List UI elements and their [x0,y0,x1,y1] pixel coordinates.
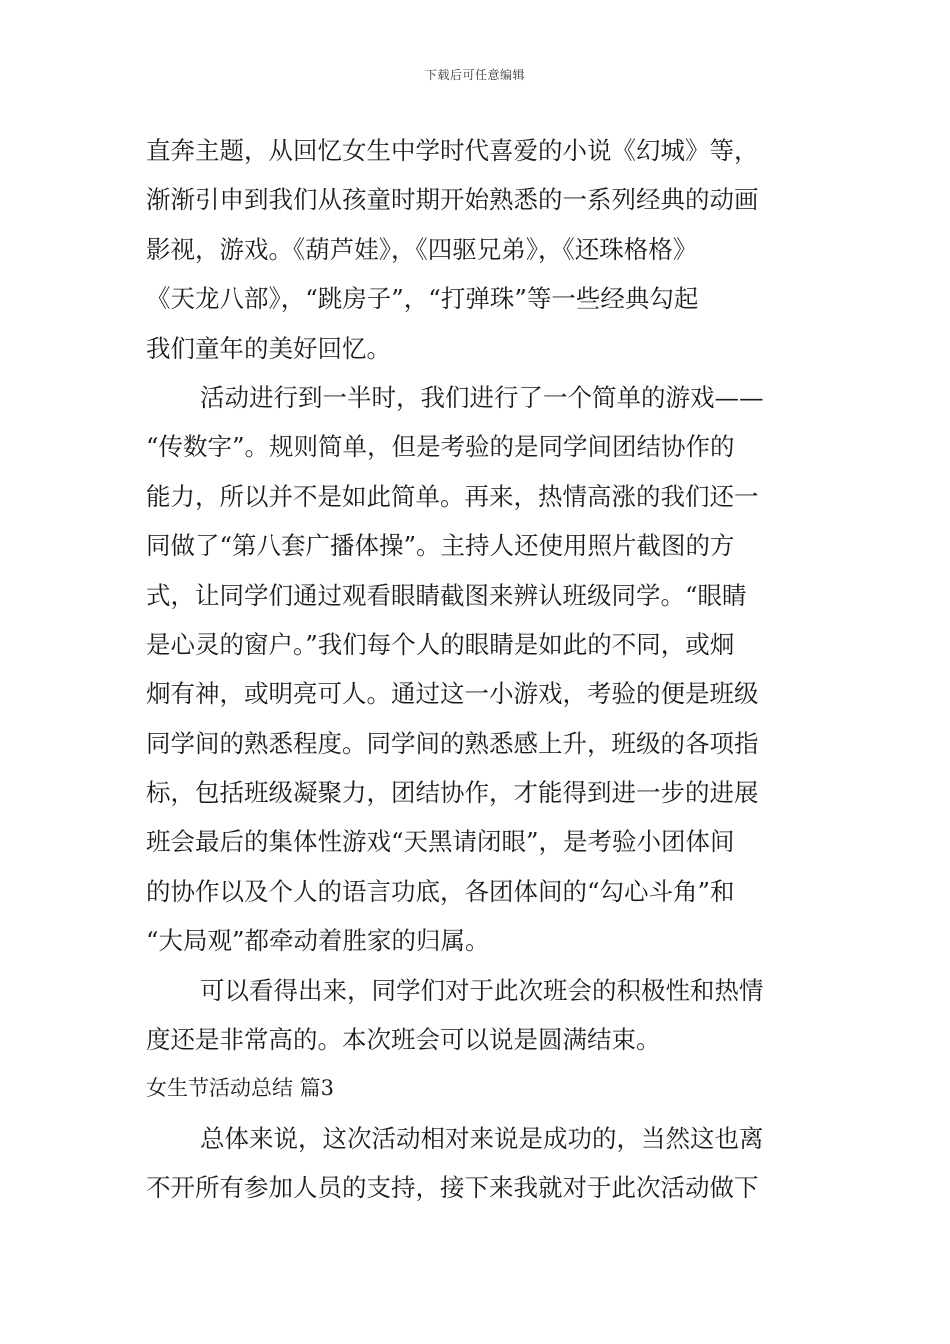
text-line: 同做了“第八套广播体操”。主持人还使用照片截图的方 [146,531,735,561]
text-line: 影视，游戏。《葫芦娃》，《四驱兄弟》，《还珠格格》 [146,234,698,264]
text-line: 《天龙八部》，“跳房子”，“打弹珠”等一些经典勾起 [146,284,699,314]
text-line: 同学间的熟悉程度。同学间的熟悉感上升，班级的各项指 [146,728,759,758]
text-line: 总体来说，这次活动相对来说是成功的，当然这也离 [200,1123,764,1153]
text-line: 标，包括班级凝聚力，团结协作，才能得到进一步的进展 [146,778,759,808]
text-line: 式，让同学们通过观看眼睛截图来辨认班级同学。“眼睛 [146,580,747,610]
text-line: 炯有神，或明亮可人。通过这一小游戏，考验的便是班级 [146,679,759,709]
text-line: 度还是非常高的。本次班会可以说是圆满结束。 [146,1025,661,1055]
text-line: 不开所有参加人员的支持，接下来我就对于此次活动做下 [146,1173,759,1203]
document-body [146,126,806,1213]
text-line: 能力，所以并不是如此简单。再来，热情高涨的我们还一 [146,481,759,511]
text-line: 直奔主题，从回忆女生中学时代喜爱的小说《幻城》等， [146,136,759,165]
text-line: “大局观”都牵动着胜家的归属。 [146,926,490,956]
section-heading: 女生节活动总结 篇3 [146,1076,335,1101]
text-line: 可以看得出来，同学们对于此次班会的积极性和热情 [200,975,764,1005]
text-line: 班会最后的集体性游戏“天黑请闭眼”，是考验小团体间 [146,827,735,857]
text-line: 我们童年的美好回忆。 [146,333,391,363]
text-line: 渐渐引申到我们从孩童时期开始熟悉的一系列经典的动画 [146,185,759,215]
text-line: 的协作以及个人的语言功底，各团体间的“勾心斗角”和 [146,876,735,906]
text-line: 是心灵的窗户。”我们每个人的眼睛是如此的不同，或炯 [146,629,735,659]
header-note: 下载后可任意编辑 [424,68,525,82]
text-line: “传数字”。规则简单，但是考验的是同学间团结协作的 [146,432,735,462]
text-line: 活动进行到一半时，我们进行了一个简单的游戏—— [200,382,764,412]
